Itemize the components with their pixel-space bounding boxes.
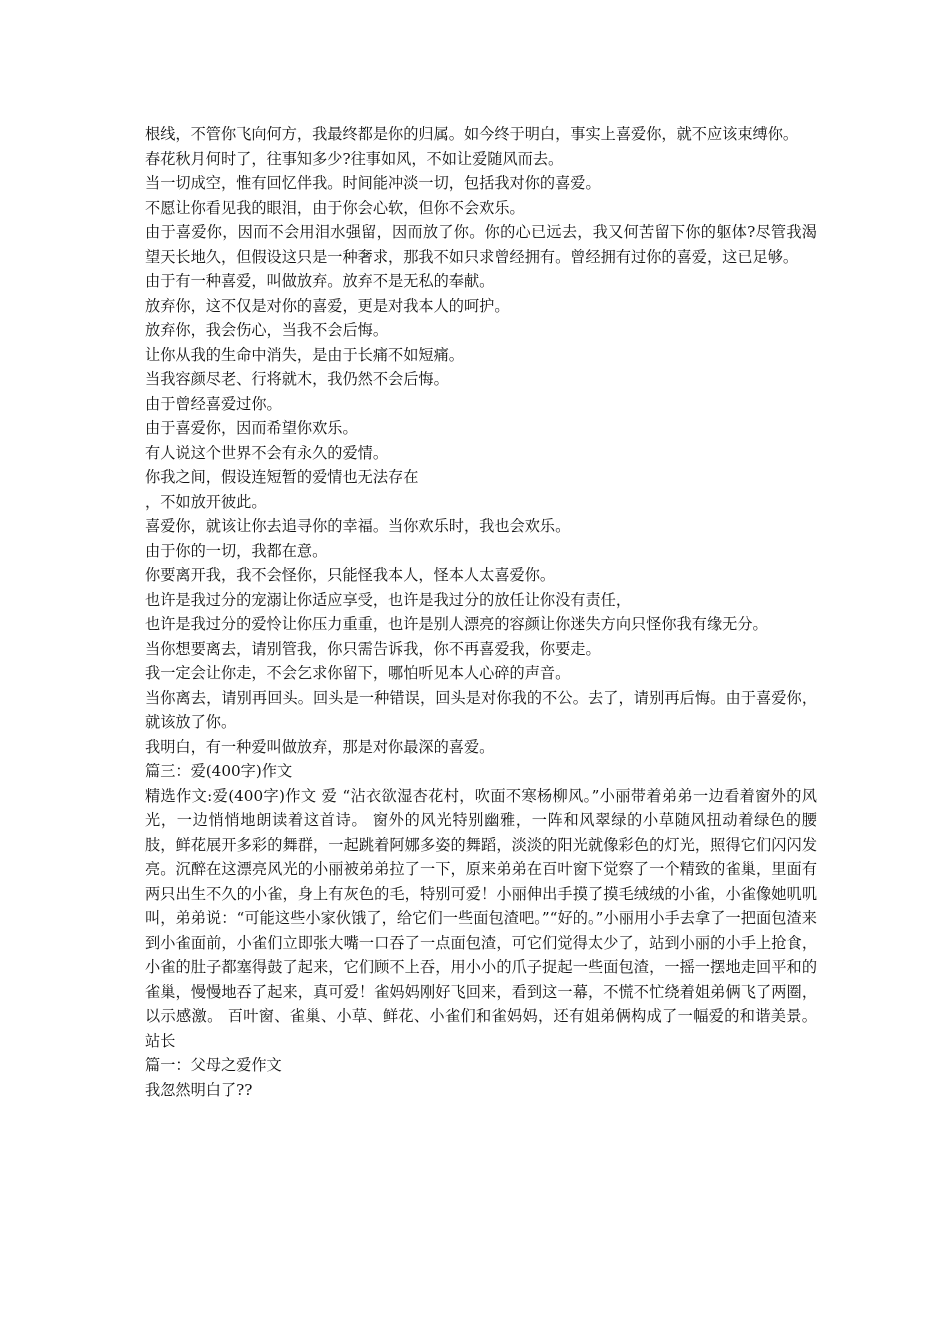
document-body	[145, 122, 817, 1102]
paragraph: 有人说这个世界不会有永久的爱情。	[145, 443, 388, 462]
paragraph: 根线，不管你飞向何方，我最终都是你的归属。如今终于明白，事实上喜爱你，就不应该束缚你。	[145, 125, 799, 143]
paragraph: 你我之间，假设连短暂的爱情也无法存在	[145, 468, 419, 486]
paragraph: 由于有一种喜爱，叫做放弃。放弃不是无私的奉献。	[145, 272, 495, 290]
paragraph: 精选作文:爱(400字)作文 爱 “沾衣欲湿杏花村，吹面不寒杨柳风。”小丽带着弟弟一边看着窗外的风光，一边悄悄地朗读着这首诗。 窗外的风光特别幽雅，一阵和风翠绿的小草随风扭动着绿色的腰肢，鲜花展开多彩的舞群，一起跳着阿娜多姿的舞蹈，淡淡的阳光就像彩色的灯光，照得它们闪闪发亮。沉醉在这漂亮风光的小丽被弟弟拉了一下，原来弟弟在百叶窗下觉察了一个精致的雀巢，里面有两只出生不久的小雀，身上有灰色的毛，特别可爱！小丽伸出手摸了摸毛绒绒的小雀，小雀像她叽叽叫，弟弟说：“可能这些小家伙饿了，给它们一些面包渣吧。”“好的。”小丽用小手去拿了一把面包渣来到小雀面前，小雀们立即张大嘴一口吞了一点面包渣，可它们觉得太少了，站到小丽的小手上抢食，小雀的肚子都塞得鼓了起来，它们顾不上吞，用小小的爪子捉起一些面包渣，一摇一摆地走回平和的雀巢，慢慢地吞了起来，真可爱！雀妈妈刚好飞回来，看到这一幕，不慌不忙绕着姐弟俩飞了两圈，以示感激。 百叶窗、雀巢、小草、鲜花、小雀们和雀妈妈，还有姐弟俩构成了一幅爱的和谐美景。 站长	[145, 786, 817, 1050]
paragraph: 放弃你，这不仅是对你的喜爱，更是对我本人的呵护。	[145, 296, 510, 315]
paragraph: 当你离去，请别再回头。回头是一种错误，回头是对你我的不公。去了，请别再后悔。由于喜爱你，就该放了你。	[145, 688, 817, 731]
paragraph: 不愿让你看见我的眼泪，由于你会心软，但你不会欢乐。	[145, 198, 525, 217]
paragraph: 春花秋月何时了，往事知多少?往事如风，不如让爱随风而去。	[145, 149, 564, 168]
section-heading: 篇三：爱(400字)作文	[145, 762, 293, 780]
paragraph: 由于曾经喜爱过你。	[145, 394, 282, 413]
paragraph: 当一切成空，惟有回忆伴我。时间能冲淡一切，包括我对你的喜爱。	[145, 174, 601, 192]
paragraph: 也许是我过分的宠溺让你适应享受，也许是我过分的放任让你没有责任，	[145, 590, 631, 609]
paragraph: 由于你的一切，我都在意。	[145, 541, 328, 560]
paragraph: 我一定会让你走，不会乞求你留下，哪怕听见本人心碎的声音。	[145, 664, 571, 682]
paragraph: 你要离开我，我不会怪你，只能怪我本人，怪本人太喜爱你。	[145, 566, 556, 584]
paragraph: 由于喜爱你，因而希望你欢乐。	[145, 419, 358, 437]
paragraph: 当你想要离去，请别管我，你只需告诉我，你不再喜爱我，你要走。	[145, 639, 601, 658]
paragraph: 放弃你，我会伤心，当我不会后悔。	[145, 321, 388, 339]
paragraph: 当我容颜尽老、行将就木，我仍然不会后悔。	[145, 370, 449, 388]
paragraph: 也许是我过分的爱怜让你压力重重，也许是别人漂亮的容颜让你迷失方向只怪你我有缘无分。	[145, 615, 768, 633]
paragraph: 我忽然明白了??	[145, 1080, 253, 1099]
paragraph: 我明白，有一种爱叫做放弃，那是对你最深的喜爱。	[145, 737, 495, 756]
paragraph: 由于喜爱你，因而不会用泪水强留，因而放了你。你的心已远去，我又何苦留下你的躯体?尽管我渴望天长地久，但假设这只是一种奢求，那我不如只求曾经拥有。曾经拥有过你的喜爱，这已足够。	[145, 223, 817, 266]
paragraph: 让你从我的生命中消失，是由于长痛不如短痛。	[145, 345, 464, 364]
paragraph: ，不如放开彼此。	[145, 492, 267, 511]
paragraph: 喜爱你，就该让你去追寻你的幸福。当你欢乐时，我也会欢乐。	[145, 517, 571, 535]
section-heading: 篇一：父母之爱作文	[145, 1056, 282, 1074]
